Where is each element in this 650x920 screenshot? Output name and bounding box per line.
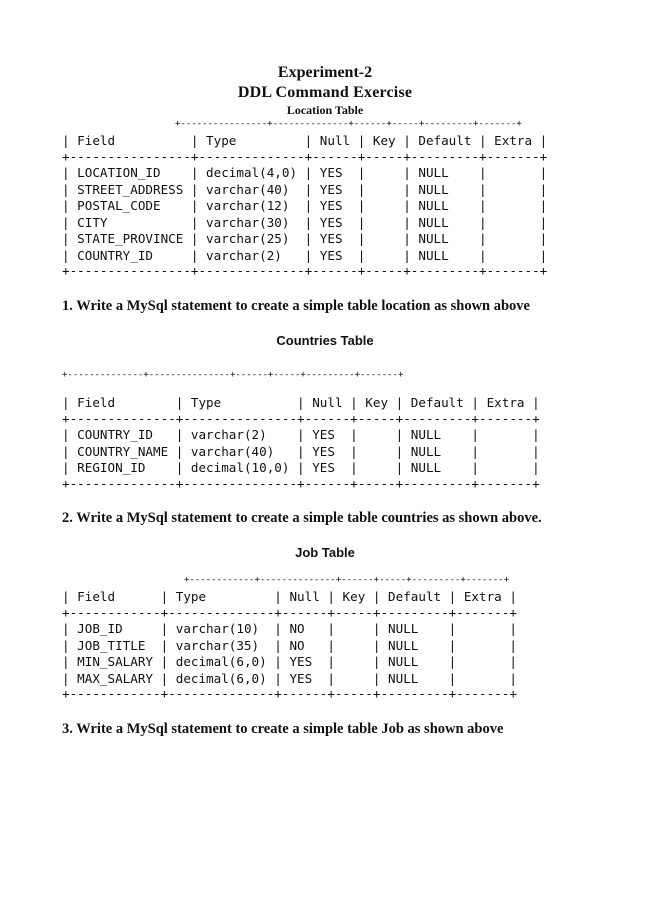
job-table-row: | MIN_SALARY | decimal(6,0) | YES | | NULL | | xyxy=(62,654,517,669)
location-table-row: | POSTAL_CODE | varchar(12) | YES | | NULL | | xyxy=(62,198,548,213)
countries-table-separator: +--------------+---------------+------+-----+---------+-------+ xyxy=(62,411,540,426)
countries-table-header: | Field | Type | Null | Key | Default | Extra | xyxy=(62,395,540,410)
location-table-bottom-border: +----------------+--------------+------+-----+---------+-------+ xyxy=(62,263,548,278)
question-1: 1. Write a MySql statement to create a simple table location as shown above xyxy=(62,298,530,314)
location-table-row: | CITY | varchar(30) | YES | | NULL | | xyxy=(62,214,548,230)
location-table-row: | STREET_ADDRESS | varchar(40) | YES | | NULL | | xyxy=(62,181,548,197)
countries-table-row: | COUNTRY_ID | varchar(2) | YES | | NULL | | xyxy=(62,427,540,442)
job-table-bottom-border: +------------+--------------+------+-----+---------+-------+ xyxy=(62,686,517,701)
location-table-caption: Location Table xyxy=(286,103,364,117)
location-table-row: | COUNTRY_ID | varchar(2) | YES | | NULL | | xyxy=(62,247,548,263)
countries-table-top-border: +--------------+---------------+------+-----+---------+-------+ xyxy=(62,370,404,380)
document-title: Experiment-2 xyxy=(277,64,373,81)
question-2: 2. Write a MySql statement to create a simple table countries as shown above. xyxy=(62,510,542,526)
job-table-header: | Field | Type | Null | Key | Default | Extra | xyxy=(62,589,517,604)
location-table-row: | LOCATION_ID | decimal(4,0) | YES | | NULL | | xyxy=(62,165,548,180)
job-table-row: | JOB_TITLE | varchar(35) | NO | | NULL | | xyxy=(62,637,517,653)
location-table-top-border: +----------------+--------------+------+-----+---------+-------+ xyxy=(175,119,522,129)
countries-table-bottom-border: +--------------+---------------+------+-----+---------+-------+ xyxy=(62,476,540,491)
countries-table-row: | REGION_ID | decimal(10,0) | YES | | NULL | | xyxy=(62,460,540,475)
job-table-top-border: +------------+--------------+------+-----+---------+-------+ xyxy=(184,575,510,585)
job-table-row: | JOB_ID | varchar(10) | NO | | NULL | | xyxy=(62,621,517,636)
job-table-separator: +------------+--------------+------+-----+---------+-------+ xyxy=(62,605,517,620)
countries-table-row: | COUNTRY_NAME | varchar(40) | YES | | NULL | | xyxy=(62,443,540,459)
countries-table-caption: Countries Table xyxy=(276,333,374,348)
job-table-caption: Job Table xyxy=(295,545,355,560)
location-table-row: | STATE_PROVINCE | varchar(25) | YES | | NULL | | xyxy=(62,231,548,246)
location-table-separator: +----------------+--------------+------+-----+---------+-------+ xyxy=(62,149,548,164)
document-subtitle: DDL Command Exercise xyxy=(237,84,413,101)
location-table-header: | Field | Type | Null | Key | Default | Extra | xyxy=(62,133,548,148)
job-table-row: | MAX_SALARY | decimal(6,0) | YES | | NULL | | xyxy=(62,670,517,686)
question-3: 3. Write a MySql statement to create a simple table Job as shown above xyxy=(62,721,504,737)
